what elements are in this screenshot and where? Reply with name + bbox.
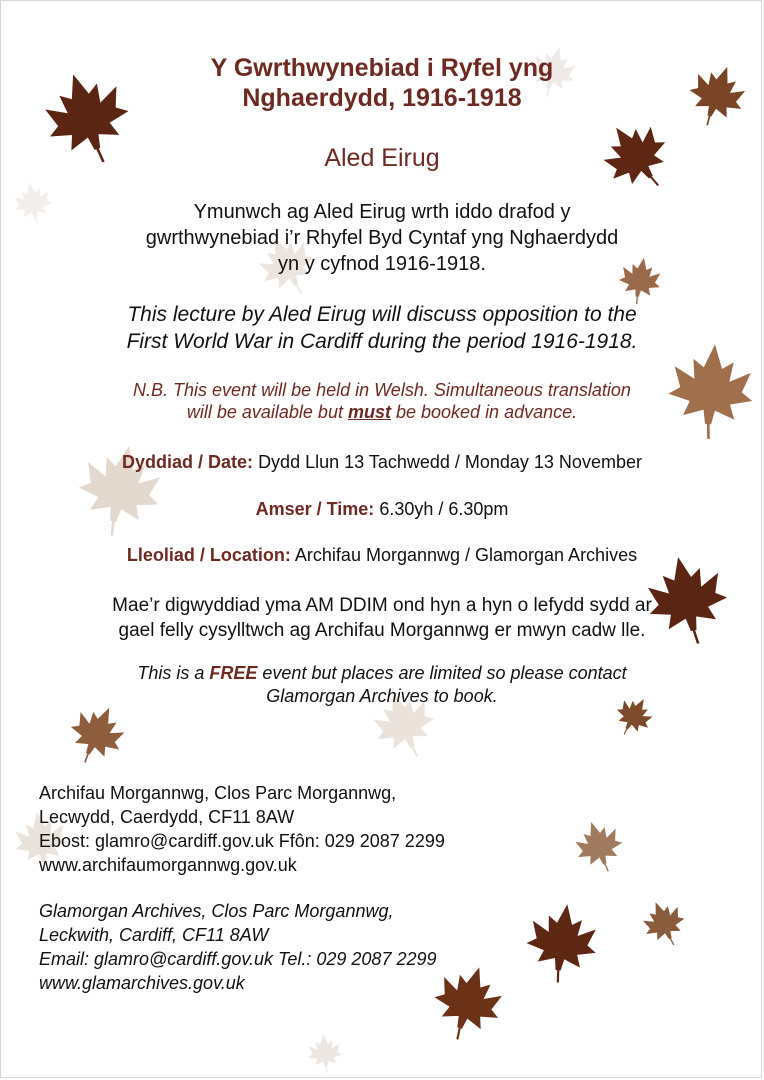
page-title (21, 53, 743, 113)
free-english-line-1 (21, 662, 743, 685)
intro-welsh-line: yn y cyfnod 1916-1918. (278, 253, 486, 275)
event-date (21, 451, 743, 473)
address-english (39, 899, 437, 995)
free-english-line-2: Glamorgan Archives to book. (266, 686, 498, 706)
event-location (21, 544, 743, 566)
title-line-1: Y Gwrthwynebiad i Ryfel yng (210, 54, 554, 82)
note-text: be booked in advance. (390, 402, 578, 422)
location-value: Archifau Morgannwg / Glamorgan Archives (294, 545, 638, 565)
note-line-2 (21, 401, 743, 423)
contact-line: Ebost: glamro@cardiff.gov.uk Ffôn: 029 2087 2299 (39, 831, 445, 851)
free-text: This is a (137, 663, 210, 683)
intro-welsh (21, 199, 743, 277)
note-line-1: N.B. This event will be held in Welsh. Simultaneous translation (133, 380, 631, 400)
note-emphasis: must (347, 402, 391, 422)
free-notice-welsh (21, 593, 743, 643)
maple-leaf-icon (68, 433, 172, 545)
website-line: www.glamarchives.gov.uk (39, 973, 245, 993)
address-line: Glamorgan Archives, Clos Parc Morgannwg, (39, 901, 394, 921)
date-label: Dyddiad / Date: (122, 452, 254, 472)
title-line-2: Nghaerdydd, 1916-1918 (242, 84, 522, 112)
address-line: Lecwydd, Caerdydd, CF11 8AW (39, 807, 295, 827)
time-value: 6.30yh / 6.30pm (379, 499, 509, 519)
intro-english (21, 301, 743, 355)
intro-welsh-line: Ymunwch ag Aled Eirug wrth iddo drafod y (193, 201, 571, 223)
intro-english-line: First World War in Cardiff during the period 1916-1918. (126, 330, 638, 353)
address-line: Archifau Morgannwg, Clos Parc Morgannwg, (39, 783, 397, 803)
contact-line: Email: glamro@cardiff.gov.uk Tel.: 029 2087 2299 (39, 949, 437, 969)
time-label: Amser / Time: (255, 499, 375, 519)
date-value: Dydd Llun 13 Tachwedd / Monday 13 November (258, 452, 642, 472)
maple-leaf-icon (562, 811, 636, 881)
address-welsh (39, 781, 445, 877)
intro-english-line: This lecture by Aled Eirug will discuss opposition to the (127, 303, 637, 326)
maple-leaf-icon (634, 892, 695, 954)
free-notice-english (21, 662, 743, 708)
maple-leaf-icon (299, 1031, 350, 1075)
free-text: event but places are limited so please contact (257, 663, 627, 683)
free-welsh-line: Mae’r digwyddiad yma AM DDIM ond hyn a hyn o lefydd sydd ar (112, 595, 652, 616)
event-time (21, 498, 743, 520)
note-text: will be available but (186, 402, 348, 422)
website-line: www.archifaumorgannwg.gov.uk (39, 855, 297, 875)
maple-leaf-icon (519, 894, 604, 989)
author-name: Aled Eirug (324, 144, 440, 172)
location-label: Lleoliad / Location: (126, 545, 291, 565)
address-line: Leckwith, Cardiff, CF11 8AW (39, 925, 269, 945)
free-emphasis: FREE (209, 663, 258, 683)
translation-note (21, 379, 743, 423)
intro-welsh-line: gwrthwynebiad i’r Rhyfel Byd Cyntaf yng Nghaerdydd (145, 227, 619, 249)
free-welsh-line: gael felly cysylltwch ag Archifau Morgannwg er mwyn cadw lle. (118, 620, 646, 641)
